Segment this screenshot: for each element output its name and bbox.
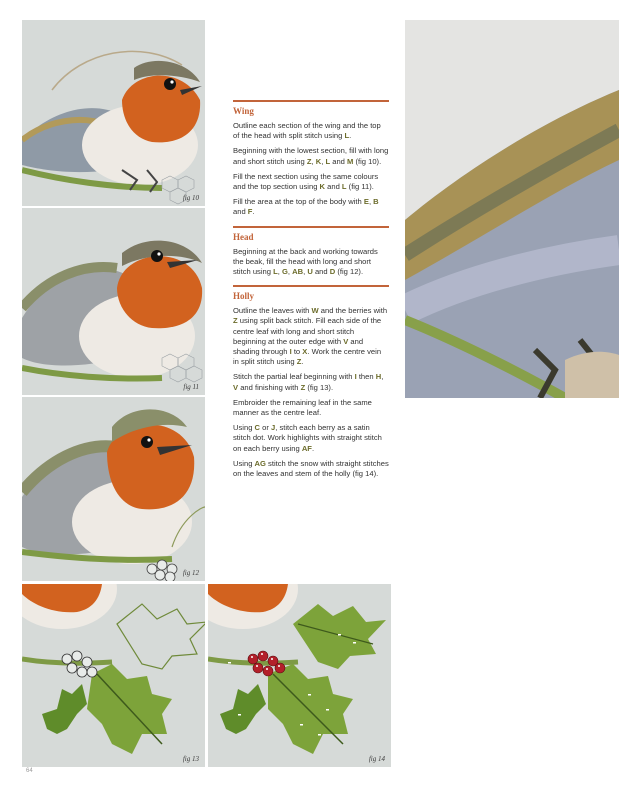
- thread-code: G: [281, 267, 288, 277]
- holly-embroidery-image: [22, 584, 205, 767]
- thread-code: B: [373, 197, 379, 207]
- figure-10-robin-wing: [22, 20, 205, 206]
- section-title: Holly: [233, 291, 255, 302]
- paragraph: [233, 197, 389, 217]
- figure-label: fig 11: [183, 383, 199, 391]
- paragraph: [233, 172, 389, 192]
- paragraph: [233, 372, 389, 392]
- thread-code: V: [233, 382, 239, 392]
- paragraph-text: stitch the snow with straight stitches on the leaves and stem of the holly (fig 14).: [233, 458, 389, 479]
- thread-code: AG: [254, 458, 266, 468]
- paragraph-text: Using: [233, 423, 255, 433]
- paragraph-text: and: [312, 267, 330, 277]
- paragraph-text: and: [233, 207, 248, 217]
- section-wing: [233, 100, 389, 218]
- thread-code: Z: [306, 156, 312, 166]
- paragraph-text: and shading through: [233, 336, 364, 357]
- thread-code: Z: [296, 357, 302, 367]
- paragraph-text: Fill the area at the top of the body with: [233, 197, 364, 207]
- section-holly: [233, 285, 389, 479]
- thread-code: I: [289, 347, 292, 357]
- thread-code: U: [307, 267, 313, 277]
- paragraph-text: Fill the next section using the same colours and the top section using: [233, 171, 379, 192]
- figure-14-holly-finished: [208, 584, 391, 767]
- paragraph-text: to: [291, 347, 303, 357]
- paragraph: [233, 423, 389, 454]
- thread-code: L: [344, 131, 350, 141]
- page-number: 64: [26, 768, 33, 774]
- figure-label: fig 14: [368, 755, 385, 763]
- paragraph-text: . Work the centre vein in split stitch using: [233, 347, 382, 367]
- thread-code: Z: [233, 316, 238, 326]
- figure-label: fig 10: [182, 194, 199, 202]
- wing-closeup-image: [405, 20, 619, 398]
- thread-code: F: [247, 207, 253, 217]
- section-rule: [233, 226, 389, 228]
- paragraph: [233, 146, 389, 166]
- thread-code: X: [302, 347, 308, 357]
- paragraph-text: ,: [277, 267, 282, 277]
- figure-12-robin-head: [22, 397, 205, 581]
- thread-code: AB: [292, 267, 304, 277]
- paragraph-text: ,: [303, 267, 308, 277]
- paragraph-text: ,: [311, 156, 316, 166]
- paragraph-text: Beginning at the back and working towards the beak, fill the head with long and short stitch using: [233, 246, 378, 277]
- thread-code: M: [347, 156, 354, 166]
- paragraph-text: then: [356, 372, 376, 382]
- paragraph-text: Outline the leaves with: [233, 306, 312, 316]
- figure-13-holly-leaves: [22, 584, 205, 767]
- thread-code: W: [311, 306, 319, 316]
- section-head: [233, 226, 389, 278]
- figure-label: fig 12: [182, 569, 199, 577]
- wing-closeup-photo: [405, 20, 619, 398]
- thread-code: L: [273, 267, 278, 277]
- paragraph-text: using split back stitch. Fill each side of the centre leaf with long and short stitch beginning at the outer edge with: [233, 316, 382, 346]
- paragraph-text: .: [301, 357, 304, 367]
- thread-code: L: [325, 156, 331, 166]
- instructions-column: [233, 100, 389, 487]
- paragraph-text: Using: [233, 458, 255, 468]
- thread-code: K: [319, 182, 326, 192]
- paragraph: [233, 306, 389, 367]
- paragraph-text: .: [311, 443, 315, 453]
- paragraph-text: Beginning with the lowest section, fill with long and short stitch using: [233, 146, 389, 166]
- thread-code: D: [329, 267, 336, 277]
- paragraph-text: (fig 12).: [335, 267, 364, 277]
- paragraph-text: Stitch the partial leaf beginning with: [233, 372, 355, 382]
- thread-code: C: [254, 423, 261, 433]
- section-rule: [233, 100, 389, 102]
- paragraph-text: (fig 10).: [353, 156, 382, 166]
- section-title: Wing: [233, 106, 254, 116]
- paragraph-text: ,: [381, 372, 384, 382]
- thread-code: E: [363, 197, 369, 207]
- robin-embroidery-image: [22, 20, 205, 206]
- thread-code: H: [375, 372, 382, 382]
- robin-embroidery-image: [22, 397, 205, 581]
- paragraph-text: or: [260, 423, 271, 433]
- holly-embroidery-image: [208, 584, 391, 767]
- paragraph-text: ,: [287, 267, 293, 277]
- section-rule: [233, 285, 389, 287]
- paragraph: [233, 398, 389, 418]
- section-title: Head: [233, 231, 254, 242]
- thread-code: V: [343, 336, 349, 346]
- paragraph-text: and the berries with: [318, 306, 388, 316]
- paragraph-text: and: [330, 156, 347, 166]
- paragraph-text: ,: [321, 156, 326, 166]
- thread-code: K: [315, 156, 322, 166]
- figure-11-robin-wing: [22, 208, 205, 395]
- paragraph-text: .: [252, 207, 255, 217]
- paragraph-text: (fig 11).: [346, 182, 374, 192]
- thread-code: L: [341, 182, 347, 192]
- thread-code: I: [354, 372, 357, 382]
- paragraph-text: and finishing with: [238, 382, 301, 392]
- paragraph-text: Embroider the remaining leaf in the same manner as the centre leaf.: [233, 397, 372, 418]
- figure-label: fig 13: [182, 755, 199, 763]
- paragraph-text: ,: [368, 197, 374, 207]
- robin-embroidery-image: [22, 208, 205, 395]
- paragraph: [233, 247, 389, 278]
- paragraph-text: Outline each section of the wing and the top of the head with split stitch using: [233, 121, 381, 141]
- paragraph-text: and: [325, 182, 342, 192]
- paragraph: [233, 121, 389, 141]
- thread-code: Z: [300, 382, 306, 392]
- paragraph: [233, 459, 389, 479]
- thread-code: J: [271, 423, 276, 433]
- paragraph-text: , stitch each berry as a satin stitch dot. Work highlights with straight stitch on each berry using: [233, 423, 382, 453]
- paragraph-text: .: [349, 131, 352, 141]
- thread-code: AF: [301, 443, 312, 453]
- paragraph-text: (fig 13).: [305, 382, 334, 392]
